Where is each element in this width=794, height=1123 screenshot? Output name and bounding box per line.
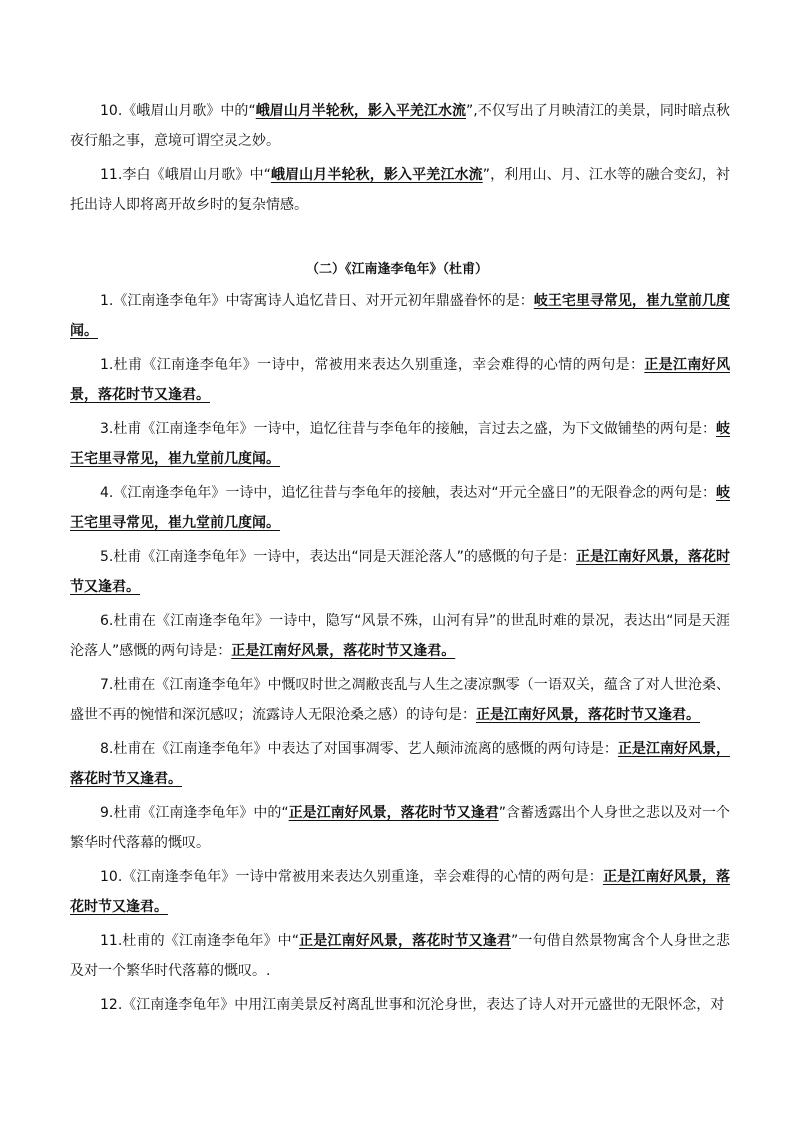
section-title: （二）《江南逢李龟年》（杜甫） (305, 262, 488, 277)
answer-text: 正是江南好风景，落花时节又逢君。 (70, 741, 731, 787)
answer-text: 岐王宅里寻常见，崔九堂前几度闻。 (70, 421, 730, 467)
answer-text: 峨眉山月半轮秋，影入平羌江水流 (255, 103, 466, 119)
list-item: 4.《江南逢李龟年》一诗中，追忆往昔与李龟年的接触，表达对“开元全盛日”的无限眷念的两句是：岐王宅里寻常见，崔九堂前几度闻。 (70, 485, 730, 531)
answer-text: 岐王宅里寻常见，崔九堂前几度闻。 (70, 485, 730, 531)
list-item: 1.杜甫《江南逢李龟年》一诗中，常被用来表达久别重逢，幸会难得的心情的两句是：正是江南好风景，落花时节又逢君。 (70, 357, 730, 403)
list-item: 12.《江南逢李龟年》中用江南美景反衬离乱世事和沉沦身世，表达了诗人对开元盛世的无限怀念，对 (100, 997, 725, 1013)
list-item: 5.杜甫《江南逢李龟年》一诗中，表达出“同是天涯沦落人”的感慨的句子是：正是江南好风景，落花时节又逢君。 (70, 549, 730, 595)
answer-text: 正是江南好风景，落花时节又逢君。 (70, 549, 730, 595)
answer-text: 正是江南好风景，落花时节又逢君。 (476, 707, 700, 723)
answer-text: 正是江南好风景，落花时节又逢君。 (70, 357, 730, 403)
answer-text: 正是江南好风景，落花时节又逢君 (299, 933, 511, 949)
list-item: 3.杜甫《江南逢李龟年》一诗中，追忆往昔与李龟年的接触，言过去之盛，为下文做铺垫的两句是：岐王宅里寻常见，崔九堂前几度闻。 (70, 421, 730, 467)
paragraph-10: 10.《峨眉山月歌》中的“峨眉山月半轮秋，影入平羌江水流”,不仅写出了月映清江的美景，同时暗点秋夜行船之事，意境可谓空灵之妙。 (70, 103, 730, 149)
list-item: 10.《江南逢李龟年》一诗中常被用来表达久别重逢，幸会难得的心情的两句是：正是江南好风景，落花时节又逢君。 (70, 869, 731, 915)
list-item: 1.《江南逢李龟年》中寄寓诗人追忆昔日、对开元初年鼎盛眷怀的是：岐王宅里寻常见，崔九堂前几度闻。 (70, 293, 731, 339)
answer-text: 正是江南好风景，落花时节又逢君。 (70, 869, 731, 915)
answer-text: 正是江南好风景，落花时节又逢君。 (231, 643, 456, 659)
answer-text: 峨眉山月半轮秋，影入平羌江水流 (270, 167, 483, 183)
paragraph-11: 11.李白《峨眉山月歌》中“峨眉山月半轮秋，影入平羌江水流”，利用山、月、江水等的融合变幻，衬托出诗人即将离开故乡时的复杂情感。 (70, 167, 730, 213)
list-item: 8.杜甫在《江南逢李龟年》中表达了对国事凋零、艺人颠沛流离的感慨的两句诗是：正是江南好风景，落花时节又逢君。 (70, 741, 731, 787)
list-item: 9.杜甫《江南逢李龟年》中的“正是江南好风景，落花时节又逢君”含蓄透露出个人身世之悲以及对一个繁华时代落幕的慨叹。 (70, 805, 730, 851)
list-item: 6.杜甫在《江南逢李龟年》一诗中，隐写“风景不殊，山河有异”的世乱时难的景况，表达出“同是天涯沦落人”感慨的两句诗是：正是江南好风景，落花时节又逢君。 (70, 613, 730, 659)
answer-text: 岐王宅里寻常见，崔九堂前几度闻。 (70, 293, 731, 339)
list-item: 11.杜甫的《江南逢李龟年》中“正是江南好风景，落花时节又逢君”一句借自然景物寓含个人身世之悲及对一个繁华时代落幕的慨叹。. (70, 933, 730, 979)
answer-text: 正是江南好风景，落花时节又逢君 (288, 805, 499, 821)
list-item: 7.杜甫在《江南逢李龟年》中慨叹时世之凋敝丧乱与人生之凄凉飘零（一语双关，蕴含了对人世沧桑、盛世不再的惋惜和深沉感叹；流露诗人无限沧桑之感）的诗句是：正是江南好风景，落花时节又逢君。 (70, 677, 730, 723)
